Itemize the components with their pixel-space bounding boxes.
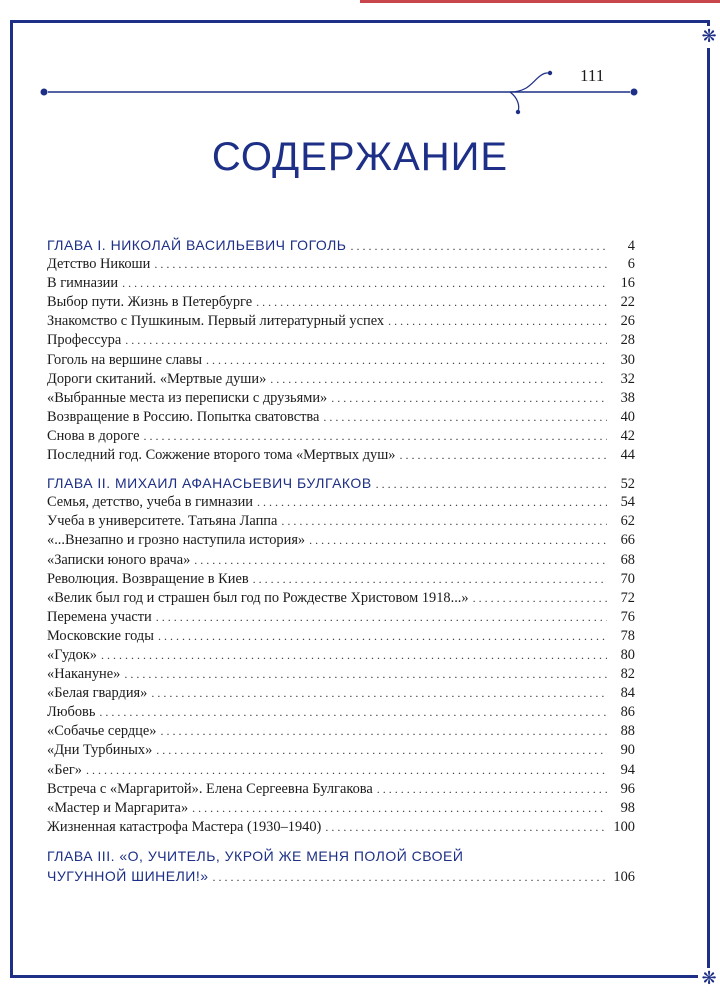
entry-page: 80: [620, 646, 635, 663]
chapter-2: [47, 474, 635, 837]
toc-entry: [47, 570, 635, 589]
dot-leader: [144, 427, 608, 446]
entry-title: «Собачье сердце»: [47, 723, 157, 740]
chapter-3: [47, 846, 635, 886]
toc-entry: [47, 741, 635, 760]
entry-title: «Белая гвардия»: [47, 685, 148, 702]
entry-title: «Мастер и Маргарита»: [47, 799, 189, 816]
chapter-title-continued: ЧУГУННОЙ ШИНЕЛИ!»: [47, 867, 209, 884]
entry-title: Учеба в университете. Татьяна Лаппа: [47, 513, 278, 530]
entry-page: 22: [620, 294, 635, 311]
entry-page: 76: [620, 608, 635, 625]
entry-title: Последний год. Сожжение второго тома «Мертвых душ»: [47, 447, 396, 464]
dot-leader: [86, 761, 607, 780]
toc-entry: [47, 531, 635, 550]
toc-entry: [47, 331, 635, 350]
corner-ornament-icon: ❋: [698, 26, 720, 48]
entry-page: 38: [620, 389, 635, 406]
toc-entry: [47, 493, 635, 512]
entry-page: 94: [620, 761, 635, 778]
dot-leader: [124, 665, 607, 684]
toc-entry: [47, 722, 635, 741]
chapter-title: ГЛАВА II. МИХАИЛ АФАНАСЬЕВИЧ БУЛГАКОВ: [47, 475, 372, 492]
toc-entry: [47, 255, 635, 274]
corner-ornament-icon: ❋: [698, 968, 720, 990]
toc-entry: [47, 312, 635, 331]
entry-page: 40: [620, 408, 635, 425]
chapter-1: [47, 236, 635, 465]
entry-title: Детство Никоши: [47, 256, 151, 273]
toc-entry: [47, 551, 635, 570]
dot-leader: [206, 351, 607, 370]
entry-title: «...Внезапно и грозно наступила история»: [47, 532, 306, 549]
entry-page: 28: [620, 332, 635, 349]
toc-entry: [47, 780, 635, 799]
entry-title: «Бег»: [47, 761, 82, 778]
toc-entry: [47, 646, 635, 665]
toc-entry: [47, 427, 635, 446]
entry-page: 54: [620, 494, 635, 511]
top-red-rule: [360, 0, 720, 3]
toc-entry: [47, 589, 635, 608]
dot-leader: [156, 608, 607, 627]
entry-page: 32: [620, 370, 635, 387]
chapter-title: ГЛАВА I. НИКОЛАЙ ВАСИЛЬЕВИЧ ГОГОЛЬ: [47, 237, 347, 253]
dot-leader: [154, 255, 607, 274]
entry-title: Революция. Возвращение в Киев: [47, 570, 249, 587]
entry-page: 78: [620, 627, 635, 644]
dot-leader: [350, 237, 607, 256]
dot-leader: [160, 722, 607, 741]
entry-title: В гимназии: [47, 275, 119, 292]
entry-page: 88: [620, 723, 635, 740]
toc-entry: [47, 370, 635, 389]
dot-leader: [400, 446, 608, 465]
chapter-heading: [47, 236, 635, 255]
dot-leader: [122, 274, 607, 293]
dot-leader: [323, 408, 607, 427]
entry-title: Знакомство с Пушкиным. Первый литературный успех: [47, 313, 385, 330]
dot-leader: [213, 868, 607, 887]
entry-title: Любовь: [47, 704, 96, 721]
entry-title: Семья, детство, учеба в гимназии: [47, 494, 253, 511]
entry-title: «Записки юного врача»: [47, 551, 191, 568]
entry-title: «Велик был год и страшен был год по Рождестве Христовом 1918...»: [47, 589, 469, 606]
entry-title: «Выбранные места из переписки с друзьями»: [47, 389, 328, 406]
dot-leader: [194, 551, 607, 570]
chapter-page: 106: [613, 868, 635, 885]
entry-page: 62: [620, 513, 635, 530]
toc-entry: [47, 351, 635, 370]
entry-title: Встреча с «Маргаритой». Елена Сергеевна Булгакова: [47, 780, 373, 797]
dot-leader: [158, 627, 607, 646]
entry-page: 42: [620, 427, 635, 444]
toc-entry: [47, 408, 635, 427]
toc-entry: [47, 512, 635, 531]
entry-page: 86: [620, 704, 635, 721]
dot-leader: [325, 818, 607, 837]
entry-title: «Дни Турбиных»: [47, 742, 153, 759]
entry-title: Снова в дороге: [47, 427, 140, 444]
entry-page: 72: [620, 589, 635, 606]
dot-leader: [473, 589, 607, 608]
toc-entry: [47, 446, 635, 465]
dot-leader: [256, 293, 607, 312]
entry-title: «Гудок»: [47, 646, 97, 663]
dot-leader: [281, 512, 607, 531]
dot-leader: [388, 312, 607, 331]
dot-leader: [309, 531, 607, 550]
dot-leader: [125, 331, 607, 350]
entry-page: 100: [613, 818, 635, 835]
header-ornament: [40, 68, 640, 118]
toc-entry: [47, 293, 635, 312]
entry-page: 66: [620, 532, 635, 549]
entry-page: 44: [620, 447, 635, 464]
toc-entry: [47, 274, 635, 293]
chapter-page: 52: [620, 476, 635, 493]
entry-page: 30: [620, 351, 635, 368]
page-title: СОДЕРЖАНИЕ: [211, 135, 509, 179]
entry-page: 96: [620, 780, 635, 797]
dot-leader: [377, 780, 607, 799]
dot-leader: [99, 703, 607, 722]
dot-leader: [257, 493, 607, 512]
toc-entry: [47, 627, 635, 646]
entry-page: 98: [620, 799, 635, 816]
entry-page: 82: [620, 666, 635, 683]
entry-page: 70: [620, 570, 635, 587]
page-number: 111: [580, 66, 605, 85]
dot-leader: [331, 389, 607, 408]
entry-title: «Накануне»: [47, 666, 121, 683]
chapter-heading: [47, 867, 635, 886]
dot-leader: [101, 646, 607, 665]
dot-leader: [192, 799, 607, 818]
entry-page: 6: [627, 256, 635, 273]
chapter-title: ГЛАВА III. «О, УЧИТЕЛЬ, УКРОЙ ЖЕ МЕНЯ ПОЛОЙ СВОЕЙ: [47, 847, 464, 864]
toc-entry: [47, 703, 635, 722]
entry-page: 84: [620, 685, 635, 702]
entry-title: Жизненная катастрофа Мастера (1930–1940): [47, 818, 322, 835]
entry-title: Возвращение в Россию. Попытка сватовства: [47, 408, 320, 425]
dot-leader: [151, 684, 607, 703]
toc-entry: [47, 389, 635, 408]
chapter-heading: [47, 474, 635, 493]
entry-title: Гоголь на вершине славы: [47, 351, 203, 368]
toc-entry: [47, 799, 635, 818]
entry-title: Перемена участи: [47, 608, 152, 625]
entry-page: 16: [620, 275, 635, 292]
toc-entry: [47, 818, 635, 837]
entry-title: Московские годы: [47, 627, 154, 644]
toc-entry: [47, 608, 635, 627]
entry-title: Профессура: [47, 332, 122, 349]
dot-leader: [156, 741, 607, 760]
toc-entry: [47, 761, 635, 780]
entry-title: Выбор пути. Жизнь в Петербурге: [47, 294, 253, 311]
toc-entry: [47, 665, 635, 684]
dot-leader: [376, 475, 607, 494]
toc-entry: [47, 684, 635, 703]
dot-leader: [253, 570, 607, 589]
entry-page: 26: [620, 313, 635, 330]
table-of-contents: [47, 236, 635, 895]
entry-page: 90: [620, 742, 635, 759]
entry-title: Дороги скитаний. «Мертвые души»: [47, 370, 267, 387]
dot-leader: [270, 370, 607, 389]
entry-page: 68: [620, 551, 635, 568]
chapter-page: 4: [627, 238, 635, 254]
